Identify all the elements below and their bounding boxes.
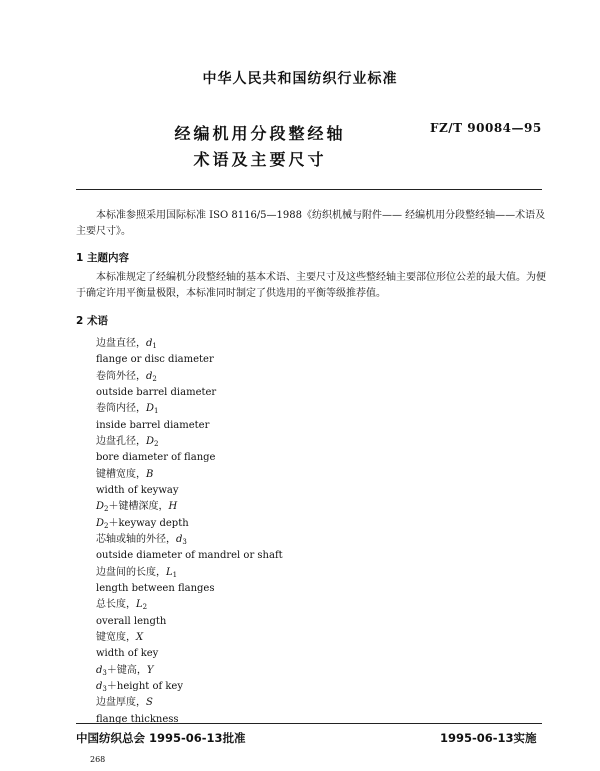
- term-symbol: D: [146, 403, 155, 415]
- term-zh: [96, 468, 153, 481]
- term-zh-label: 卷筒内径，: [96, 403, 146, 415]
- term-zh-label: ＋键槽深度，: [108, 501, 169, 513]
- term-en-label: outside barrel diameter: [96, 386, 217, 398]
- term-en-label: overall length: [96, 615, 167, 627]
- term-zh-label: 键槽宽度，: [96, 468, 146, 480]
- term-zh: [96, 664, 153, 677]
- term-en: [96, 484, 179, 497]
- term-en-label: flange thickness: [96, 713, 179, 725]
- term-zh-label: 键宽度，: [96, 631, 136, 643]
- term-en-label: inside barrel diameter: [96, 419, 210, 431]
- term-zh-label: 边盘孔径，: [96, 435, 146, 447]
- term-symbol: Y: [146, 664, 154, 676]
- term-en-label: ＋height of key: [106, 680, 183, 692]
- term-en: [96, 582, 214, 595]
- implementation-date: 1995-06-13实施: [440, 731, 537, 745]
- standard-number: FZ/T 90084—95: [430, 121, 542, 135]
- section-1-heading: 1 主题内容: [76, 252, 129, 264]
- term-en: [96, 615, 166, 628]
- term-symbol: S: [146, 697, 153, 709]
- footer-rule: [76, 723, 542, 724]
- section-1-text: 本标准规定了经编机分段整经轴的基本术语、主要尺寸及这些整经轴主要部位形位公差的最大值。为便于确定许用平衡量极限，本标准同时制定了供选用的平衡等级推荐值。: [76, 272, 546, 299]
- term-prefix-symbol: D: [96, 501, 105, 513]
- term-symbol-subscript: 1: [152, 342, 157, 350]
- term-zh-label: 边盘间的长度，: [96, 566, 166, 578]
- approval-date: 中国纺织总会 1995-06-13批准: [76, 731, 246, 745]
- term-zh: [96, 402, 159, 415]
- term-zh-label: 总长度，: [96, 599, 136, 611]
- term-symbol-subscript: 1: [154, 407, 159, 416]
- term-symbol-subscript: 2: [152, 374, 157, 383]
- term-prefix-symbol: d: [96, 664, 103, 676]
- term-prefix-symbol-subscript: 2: [104, 505, 109, 514]
- term-en-label: width of key: [96, 648, 159, 660]
- term-zh: [96, 533, 187, 546]
- term-en-label: length between flanges: [96, 582, 215, 594]
- term-zh: [96, 598, 147, 611]
- term-symbol: d: [146, 338, 153, 349]
- term-en: [96, 386, 216, 399]
- term-en-prefix-symbol: D: [96, 517, 105, 529]
- term-en-label: ＋keyway depth: [108, 517, 189, 529]
- document-title-line1: 经编机用分段整经轴: [174, 124, 346, 143]
- term-symbol: d: [176, 533, 183, 545]
- org-title: 中华人民共和国纺织行业标准: [202, 71, 398, 87]
- term-en-label: outside diameter of mandrel or shaft: [96, 550, 283, 562]
- term-zh: [96, 696, 153, 709]
- term-symbol-subscript: 2: [142, 603, 148, 612]
- term-en: [96, 419, 209, 432]
- section-2-heading: 2 术语: [76, 315, 108, 327]
- term-en: [96, 353, 214, 366]
- term-symbol: L: [166, 566, 173, 578]
- term-prefix-symbol-subscript: 3: [102, 668, 107, 677]
- term-en: [96, 680, 183, 693]
- intro-paragraph: 本标准参照采用国际标准 ISO 8116/5—1988《纺织机械与附件—— 经编机用分段整经轴——术语及主要尺寸》。: [76, 210, 546, 237]
- term-zh-label: ＋键高，: [106, 664, 147, 676]
- term-zh: [96, 566, 177, 579]
- term-en-prefix-symbol: d: [96, 680, 103, 692]
- page-number: 268: [90, 755, 106, 764]
- term-symbol: L: [136, 599, 143, 611]
- term-symbol: X: [136, 631, 144, 643]
- term-en-label: bore diameter of flange: [96, 452, 216, 464]
- term-zh: [96, 370, 157, 383]
- term-zh-label: 边盘厚度，: [96, 697, 146, 709]
- term-symbol: B: [146, 468, 154, 480]
- header-rule: [76, 189, 542, 190]
- term-symbol-subscript: 3: [182, 537, 187, 546]
- term-symbol: D: [146, 435, 155, 447]
- term-zh-label: 卷筒外径，: [96, 370, 146, 382]
- term-en-prefix-symbol-subscript: 3: [102, 684, 107, 693]
- term-zh: [96, 435, 159, 448]
- term-zh-label: 边盘直径，: [96, 338, 146, 349]
- term-zh: [96, 631, 143, 644]
- term-en-label: width of keyway: [96, 484, 179, 496]
- term-en-label: flange or disc diameter: [96, 354, 214, 366]
- term-en-prefix-symbol-subscript: 2: [104, 521, 109, 530]
- term-zh-label: 芯轴或轴的外径，: [96, 533, 176, 545]
- term-symbol-subscript: 2: [154, 439, 159, 448]
- term-zh: [96, 337, 157, 350]
- term-zh: [96, 500, 177, 513]
- term-symbol: H: [168, 501, 178, 513]
- term-symbol: d: [146, 370, 153, 382]
- term-en: [96, 517, 189, 530]
- term-en: [96, 451, 215, 464]
- term-symbol-subscript: 1: [172, 570, 178, 579]
- document-title-line2: 术语及主要尺寸: [193, 150, 327, 169]
- term-en: [96, 647, 158, 660]
- term-en: [96, 549, 283, 562]
